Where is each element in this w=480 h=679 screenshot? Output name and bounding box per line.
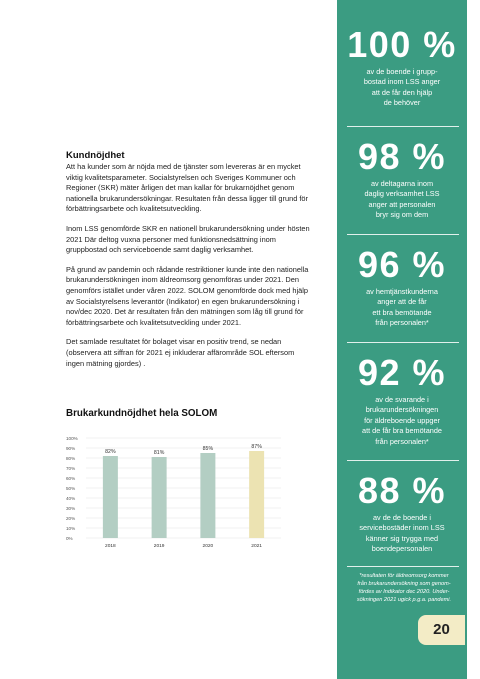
- paragraph: Inom LSS genomförde SKR en nationell brukarundersökning under hösten 2021 Där deltog vuxna personer med funktionsnedsättning inom gruppbostad och serviceboende samt daglig verksamhet.: [66, 223, 310, 255]
- stat-line: bryr sig om dem: [375, 210, 429, 220]
- stat-line: av de de boende i: [372, 513, 432, 522]
- stat-line: att de får bra bemötande: [362, 426, 442, 436]
- stat-value: 88 %: [357, 470, 447, 511]
- data-label: 81%: [153, 450, 165, 456]
- y-tick-label: 60%: [66, 475, 76, 481]
- stat-line: boendepersonalen: [371, 544, 433, 554]
- main-content: [66, 150, 314, 378]
- stat-value: 96 %: [357, 244, 447, 285]
- y-tick-label: 50%: [66, 485, 76, 491]
- stat-line: av de svarande i: [375, 395, 429, 404]
- y-tick-label: 30%: [66, 505, 76, 511]
- stat-block: [337, 354, 467, 447]
- stat-line: från personalen*: [375, 436, 429, 446]
- section-heading: Kundnöjdhet: [66, 150, 125, 161]
- data-label: 87%: [251, 444, 262, 450]
- x-tick-label: 2021: [251, 544, 262, 549]
- divider: [347, 342, 459, 343]
- stat-value: 98 %: [357, 136, 447, 177]
- stat-description: [337, 179, 467, 221]
- stat-line: anger att personalen: [368, 199, 436, 209]
- y-tick-label: 70%: [66, 465, 76, 471]
- bar: [200, 453, 215, 538]
- stat-line: av deltagarna inom: [370, 179, 434, 188]
- page-number: 20: [418, 615, 465, 645]
- stat-line: av hemtjänstkunderna: [366, 287, 438, 296]
- footnote-line: sökningen 2021 ugick p.g.a. pandemi.: [356, 597, 452, 603]
- stat-description: [337, 67, 467, 109]
- bar: [152, 457, 167, 538]
- footnote-line: *resultaten för äldreomsorg kommer: [359, 573, 449, 579]
- x-tick-label: 2020: [202, 544, 214, 549]
- paragraph: På grund av pandemin och rådande restriktioner kunde inte den nationella brukarundersökningen inom äldreomsorg genomföras under 2021. Den genomförs istället under våren 2022. SOLOM genomförde dock med hjälp av Socialstyrelsens leverantör (Indikator) en egen brukarundersökning i nov/dec 2020. Det är resultaten från den mätningen som låg till grund för förbättringsarbete och kvalitetsutveckling under 2021.: [66, 264, 309, 327]
- chart-container: [66, 428, 286, 558]
- footnote-line: fördes av Indikator dec 2020. Under-: [358, 589, 450, 595]
- stat-description: [337, 513, 467, 555]
- stat-value: 92 %: [357, 352, 447, 393]
- stat-line: känner sig trygga med: [365, 533, 439, 543]
- bar-chart: [66, 428, 286, 558]
- stat-line: av de boende i grupp-: [366, 67, 438, 76]
- stat-line: de behöver: [383, 98, 421, 108]
- stat-line: anger att de får: [377, 297, 427, 307]
- bar: [103, 456, 118, 538]
- chart-title: Brukarkundnöjdhet hela SOLOM: [66, 408, 218, 419]
- stat-block: [337, 472, 467, 555]
- divider: [347, 234, 459, 235]
- footnote-line: från brukarundersökning som genom-: [357, 581, 451, 587]
- y-tick-label: 40%: [66, 495, 76, 501]
- footnote: [345, 572, 463, 604]
- paragraph: Att ha kunder som är nöjda med de tjänster som levereras är en mycket viktig kvalitetsparameter. Socialstyrelsen och Sveriges Kommuner och Regioner (SKR) mäter årligen det man kallar för brukarnöjdhet genom nationella brukarundersökningar. Resultaten från dessa ligger till grund för förbättringsarbete och kvalitetsutveckling.: [66, 162, 308, 214]
- stat-line: bostad inom LSS anger: [363, 77, 441, 87]
- y-tick-label: 10%: [66, 525, 76, 531]
- y-tick-label: 80%: [66, 455, 76, 461]
- data-label: 82%: [105, 449, 116, 455]
- stats-sidebar: [337, 0, 467, 679]
- stat-line: ett bra bemötande: [372, 307, 432, 317]
- divider: [347, 460, 459, 461]
- stat-block: [337, 26, 467, 109]
- y-tick-label: 90%: [66, 445, 76, 451]
- y-tick-label: 0%: [66, 535, 73, 541]
- stat-description: [337, 395, 467, 447]
- stat-line: servicebostäder inom LSS: [359, 523, 445, 533]
- stat-line: daglig verksamhet LSS: [364, 189, 440, 199]
- bar: [249, 451, 264, 538]
- stat-block: [337, 246, 467, 329]
- stat-block: [337, 138, 467, 221]
- stat-line: för äldreboende uppger: [364, 415, 440, 425]
- paragraph: Det samlade resultatet för bolaget visar en positiv trend, se nedan (observera att siffran för 2021 ej inkluderar affärområde SOL eftersom ingen mätning gjordes) .: [66, 337, 295, 368]
- stat-description: [337, 287, 467, 329]
- stat-line: brukarundersökningen: [365, 405, 439, 415]
- stat-line: från personalen*: [375, 318, 429, 328]
- x-tick-label: 2018: [105, 544, 116, 549]
- y-tick-label: 20%: [66, 515, 76, 521]
- stat-value: 100 %: [347, 24, 457, 65]
- divider: [347, 126, 459, 127]
- y-tick-label: 100%: [66, 435, 78, 441]
- divider: [347, 566, 459, 567]
- data-label: 85%: [202, 446, 214, 452]
- x-tick-label: 2019: [153, 544, 165, 549]
- stat-line: att de får den hjälp: [371, 87, 433, 97]
